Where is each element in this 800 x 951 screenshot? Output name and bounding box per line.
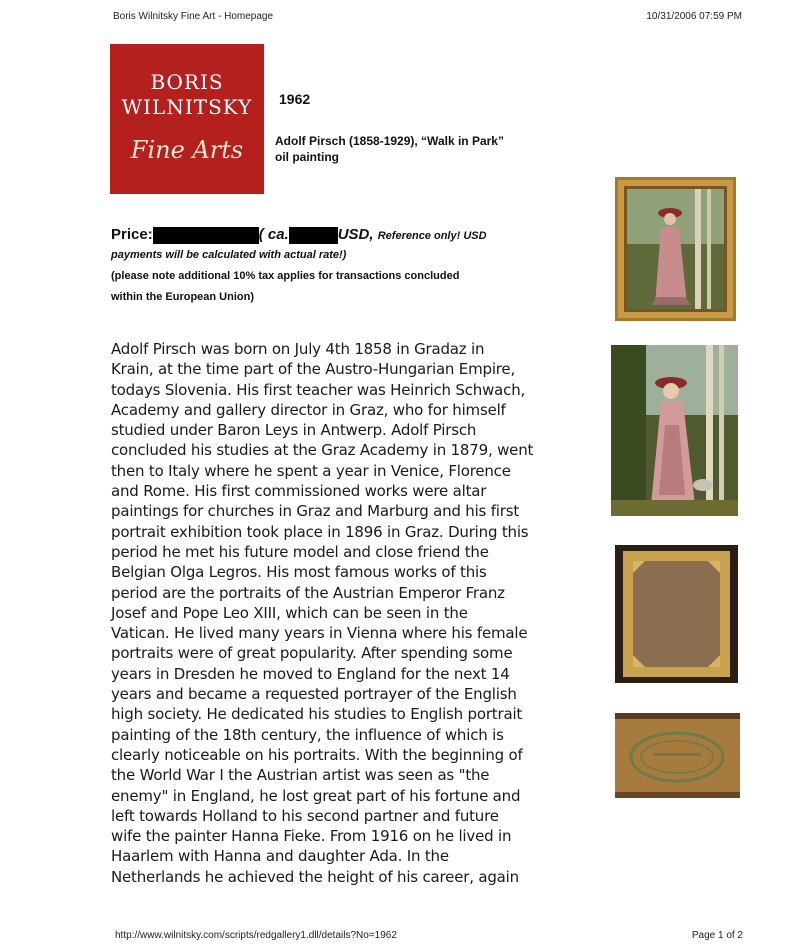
biography-line: Haarlem with Hanna and daughter Ada. In the (111, 847, 449, 866)
print-url: http://www.wilnitsky.com/scripts/redgallery1.dll/details?No=1962 (115, 930, 397, 941)
redacted-usd-price (289, 227, 338, 244)
biography-line: Netherlands he achieved the height of his career, again (111, 867, 519, 886)
print-page-title: Boris Wilnitsky Fine Art - Homepage (113, 11, 274, 22)
biography-line: Belgian Olga Legros. His most famous works of this (111, 563, 487, 582)
tax-note (111, 266, 541, 308)
biography-line: clearly noticeable on his portraits. With the beginning of (111, 745, 523, 764)
artwork-medium: oil painting (275, 150, 339, 164)
biography-line: then to Italy where he spent a year in Venice, Florence (111, 461, 511, 480)
biography-line: studied under Baron Leys in Antwerp. Adolf Pirsch (111, 421, 477, 440)
print-datetime: 10/31/2006 07:59 PM (646, 11, 742, 22)
painting-detail-thumbnail[interactable] (611, 345, 738, 516)
biography-line: paintings for churches in Graz and Marburg and his first (111, 502, 520, 521)
biography-line: high society. He dedicated his studies to English portrait (111, 705, 523, 724)
biography-line: left towards Holland to his second partner and future (111, 806, 499, 825)
artwork-title (275, 133, 545, 165)
biography-line: todays Slovenia. His first teacher was Heinrich Schwach, (111, 380, 526, 399)
logo-line-wilnitsky: WILNITSKY (121, 95, 253, 119)
biography-line: Krain, at the time part of the Austro-Hungarian Empire, (111, 360, 516, 379)
biography-line: period are the portraits of the Austrian Emperor Franz (111, 583, 505, 602)
price-payment-note: payments will be calculated with actual rate!) (111, 249, 347, 261)
logo-line-boris: BORIS (150, 70, 224, 94)
price-ca-prefix: ( ca. (258, 226, 289, 243)
biography-line: period he met his future model and close friend the (111, 542, 489, 561)
biography-line: Adolf Pirsch was born on July 4th 1858 in Gradaz in (111, 340, 485, 358)
tax-note-line2: within the European Union) (111, 291, 254, 303)
biography-line: portrait exhibition took place in 1896 in Graz. During this (111, 522, 529, 541)
redacted-price (153, 227, 259, 244)
biography-line: painting of the 18th century, the influence of which is (111, 725, 504, 744)
gallery-logo[interactable] (110, 44, 264, 194)
artist-biography (111, 339, 535, 887)
biography-line: years in Dresden he moved to England for the next 14 (111, 664, 510, 683)
biography-line: the World War I the Austrian artist was seen as "the (111, 766, 490, 785)
price-reference-note: Reference only! USD (377, 230, 487, 242)
reference-number: 1962 (279, 91, 311, 107)
biography-line: enemy" in England, he lost great part of his fortune and (111, 786, 521, 805)
logo-line-fine-arts: Fine Arts (130, 136, 244, 164)
stamp-detail-thumbnail[interactable] (615, 713, 740, 798)
biography-line: Josef and Pope Leo XIII, which can be seen in the (111, 603, 468, 622)
biography-line: portraits were of great popularity. After spending some (111, 644, 513, 663)
biography-line: years and became a requested portrayer of the English (111, 685, 517, 704)
biography-line: Vatican. He lived many years in Vienna where his female (111, 624, 528, 643)
tax-note-line1: (please note additional 10% tax applies for transactions concluded (111, 270, 460, 282)
biography-line: Academy and gallery director in Graz, who for himself (111, 400, 506, 419)
price-row (111, 225, 541, 246)
framed-painting-thumbnail[interactable] (615, 177, 736, 321)
price-currency: USD, (337, 226, 374, 243)
biography-line: wife the painter Hanna Fieke. From 1916 on he lived in (111, 827, 512, 846)
artwork-title-line1: Adolf Pirsch (1858-1929), “Walk in Park” (275, 134, 504, 148)
price-label: Price: (111, 226, 153, 243)
biography-line: and Rome. His first commissioned works were altar (111, 482, 487, 501)
canvas-back-thumbnail[interactable] (615, 545, 738, 683)
print-page-number: Page 1 of 2 (691, 930, 743, 941)
biography-line: concluded his studies at the Graz Academy in 1879, went (111, 441, 534, 460)
price-block (111, 225, 541, 308)
